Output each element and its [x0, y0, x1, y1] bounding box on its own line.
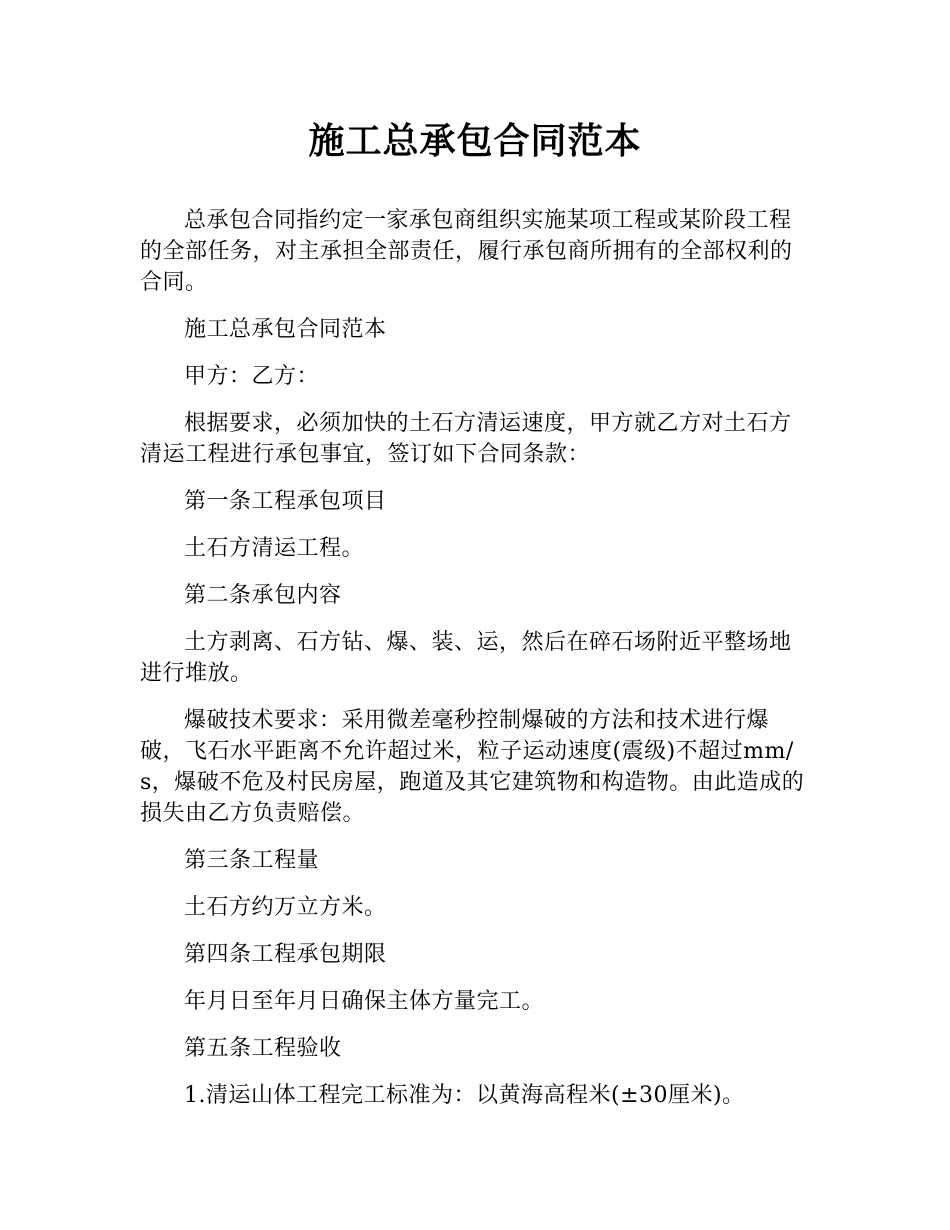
- clause-heading-2: 第二条承包内容: [184, 583, 342, 608]
- clause-text-3: 土石方约万立方米。: [184, 895, 387, 920]
- paragraph-intro: 总承包合同指约定一家承包商组织实施某项工程或某阶段工程的全部任务，对主承担全部责任，履行承包商所拥有的全部权利的合同。: [140, 208, 793, 295]
- clause-heading-3: 第三条工程量: [184, 848, 320, 873]
- document-body: [140, 205, 810, 1127]
- paragraph-subtitle: 施工总承包合同范本: [184, 317, 387, 342]
- clause-text-2a: 土方剥离、石方钻、爆、装、运，然后在碎石场附近平整场地进行堆放。: [140, 630, 792, 686]
- clause-text-1: 土石方清运工程。: [184, 536, 365, 561]
- paragraph-preamble: 根据要求，必须加快的土石方清运速度，甲方就乙方对土石方清运工程进行承包事宜，签订如下合同条款：: [140, 411, 792, 467]
- document-title: 施工总承包合同范本: [308, 121, 642, 162]
- clause-text-2b: 爆破技术要求：采用微差毫秒控制爆破的方法和技术进行爆破，飞石水平距离不允许超过米，粒子运动速度(震级)不超过mm/s，爆破不危及村民房屋，跑道及其它建筑物和构造物。由此造成的损失由乙方负责赔偿。: [140, 708, 805, 826]
- clause-text-5-1: 1.清运山体工程完工标准为：以黄海高程米(±30厘米)。: [184, 1083, 745, 1108]
- clause-heading-5: 第五条工程验收: [184, 1036, 342, 1061]
- clause-heading-1: 第一条工程承包项目: [184, 489, 387, 514]
- clause-heading-4: 第四条工程承包期限: [184, 942, 387, 967]
- paragraph-parties: 甲方：乙方：: [184, 364, 320, 389]
- clause-text-4: 年月日至年月日确保主体方量完工。: [184, 989, 545, 1014]
